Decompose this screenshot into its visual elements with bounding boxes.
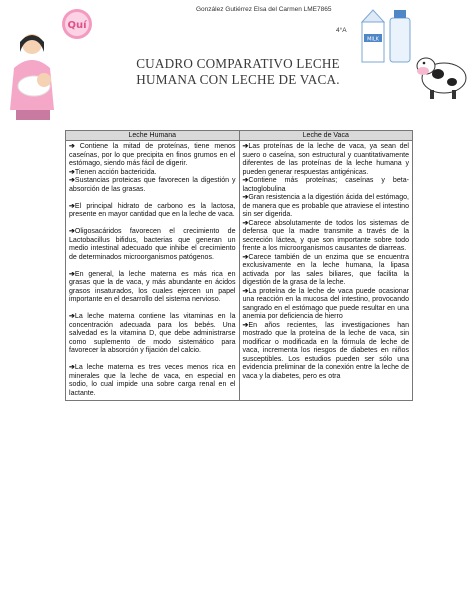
mother-baby-icon [6, 30, 70, 122]
column-header-cow-milk: Leche de Vaca [239, 131, 413, 141]
column-header-human-milk: Leche Humana [66, 131, 240, 141]
arrow-right-icon: ➔ [69, 177, 75, 184]
list-item: ➔Contiene más proteínas; caseínas y beta-lactoglobulina [242, 177, 409, 193]
page-title-line-2: HUMANA CON LECHE DE VACA. [136, 71, 340, 87]
table-header-row [66, 131, 413, 141]
list-item: ➔Carece también de un enzima que se encuentra exclusivamente en la leche humana, la lipasa activada por las sales biliares, que facilita la digestión de la grasa de la leche. [242, 253, 409, 286]
list-item: ➔Las proteínas de la leche de vaca, ya sean del suero o caseína, son estructural y cuantitativamente diferentes de las proteínas de la leche humana y pueden generar respuestas antigénicas. [242, 143, 409, 176]
list-item: ➔La proteína de la leche de vaca puede ocasionar una reacción en la mucosa del intestino, provocando sangrado en el estómago que puede resultar en una anemia por deficiencia de hierro [242, 287, 409, 320]
list-item: ➔En años recientes, las investigaciones han mostrado que la proteína de la leche de vaca, sin modificar o modificada en la fórmula de leche de vaca, incrementa los riesgos de diabetes en niños susceptibles. Los estudios pueden ser sólo una evidencia preliminar de la conexión entre la leche de vaca y la diabetes, pero es otra [242, 321, 409, 380]
list-item: ➔La leche materna contiene las vitaminas en la concentración adecuada para los bebés. Una salvedad es la vitamina D, que debe administrarse como suplemento de modo sistemático para favorecer la absorción y fijación del calcio. [69, 313, 236, 354]
header-group: 4°A [336, 27, 347, 34]
arrow-right-icon: ➔ [242, 219, 249, 227]
arrow-right-icon: ➔ [242, 287, 249, 295]
arrow-right-icon: ➔ [242, 253, 249, 261]
list-item: ➔ Contiene la mitad de proteínas, tiene menos caseínas, por lo que precipita en finos grumos en el estómago, siendo más fácil de digerir. [69, 143, 236, 167]
arrow-right-icon: ➔ [242, 194, 249, 201]
table-row [66, 141, 413, 401]
arrow-right-icon: ➔ [242, 321, 249, 329]
arrow-right-icon: ➔ [69, 270, 75, 278]
cow-icon [414, 44, 472, 102]
page-title [110, 56, 366, 87]
arrow-right-icon: ➔ [69, 168, 75, 176]
arrow-right-icon: ➔ [242, 177, 249, 184]
milk-label: MILK [367, 36, 379, 43]
list-item: ➔Carece absolutamente de todos los sistemas de defensa que la madre transmite a través de la secreción láctea, y que son importante sobre todo frente a los microorganismos causantes de diarreas. [242, 219, 409, 252]
list-item: ➔Oligosacáridos favorecen el crecimiento de Lactobacillus bifidus, bacterias que generan un medio intestinal adecuado que inhibe el crecimiento de determinados microorganismos patógenos. [69, 228, 236, 261]
list-item: ➔Gran resistencia a la digestión ácida del estómago, de manera que es probable que atraviese el intestino sin ser digerida. [242, 194, 409, 218]
human-milk-cell [66, 141, 240, 401]
page-title-line-1: CUADRO COMPARATIVO LECHE [136, 56, 340, 71]
cow-milk-cell [239, 141, 413, 401]
arrow-right-icon: ➔ [69, 228, 75, 235]
list-item: ➔Tienen acción bactericida. [69, 168, 157, 176]
arrow-right-icon: ➔ [69, 364, 75, 371]
arrow-right-icon: ➔ [69, 313, 75, 320]
list-item: ➔El principal hidrato de carbono es la lactosa, presente en mayor cantidad que en la leche de vaca. [69, 202, 236, 218]
arrow-right-icon: ➔ [242, 143, 249, 150]
arrow-right-icon: ➔ [69, 202, 75, 210]
list-item: ➔Sustancias proteicas que favorecen la digestión y absorción de las grasas. [69, 177, 236, 193]
comparison-table [65, 130, 413, 401]
arrow-right-icon: ➔ [69, 143, 75, 150]
list-item: ➔La leche materna es tres veces menos rica en minerales que la leche de vaca, en especial en sodio, lo cual impide una sobre carga renal en el lactante. [69, 364, 236, 397]
list-item: ➔En general, la leche materna es más rica en grasas que la de vaca, y más abundante en ácidos grasos insaturados, los cuales ejercen un papel importante en el desarrollo del sistema nervioso. [69, 270, 236, 303]
logo-text: Quí [67, 20, 87, 31]
header-author: González Gutiérrez Elsa del Carmen LME7865 [196, 6, 332, 13]
